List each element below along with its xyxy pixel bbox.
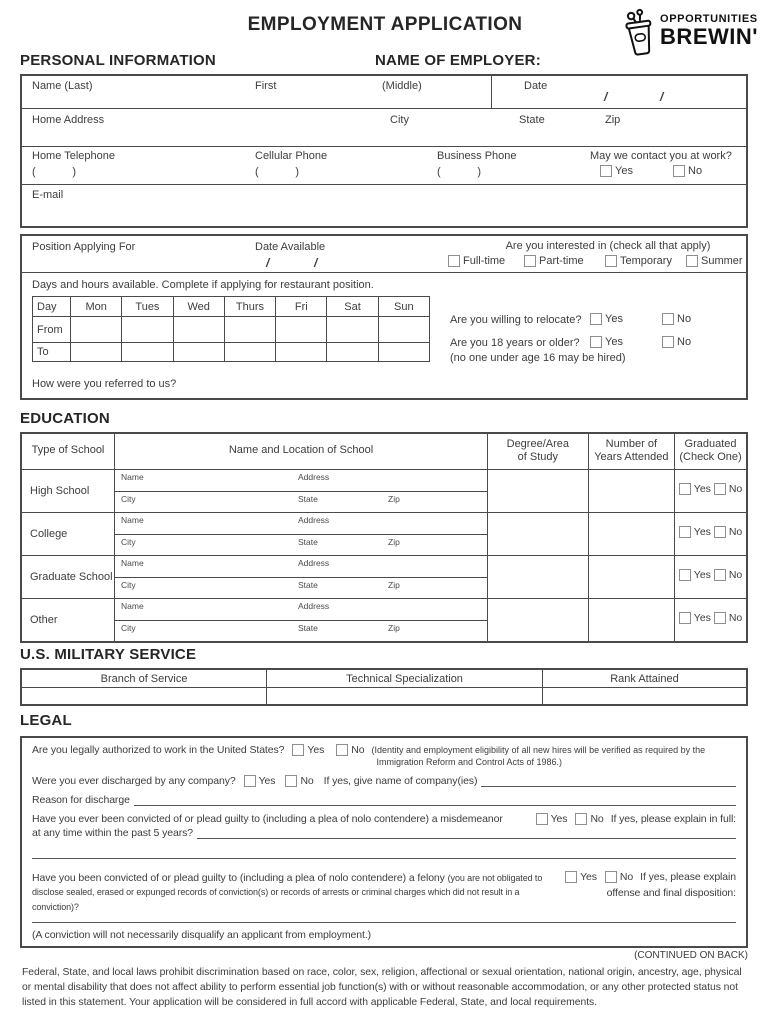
years-cell[interactable] bbox=[588, 469, 674, 512]
date-cell[interactable] bbox=[492, 76, 746, 108]
email-label: E-mail bbox=[32, 189, 64, 201]
misdemeanor-question-line2: at any time within the past 5 years? bbox=[32, 827, 193, 840]
no-label: No bbox=[677, 336, 692, 348]
name-location-header: Name and Location of School bbox=[115, 433, 488, 469]
authorized-question-row: Are you legally authorized to work in the United States? Yes No (Identity and employment eligibility of all new hires will be verified as required by the Immigration Reform and Control Acts of 1986.) bbox=[32, 744, 706, 768]
date-slash: / bbox=[604, 90, 608, 104]
to-cell[interactable] bbox=[71, 343, 122, 362]
degree-cell[interactable] bbox=[488, 469, 589, 512]
yes-label: Yes bbox=[615, 165, 633, 177]
date-slash: / bbox=[660, 90, 664, 104]
name-address-subrow[interactable] bbox=[115, 599, 487, 621]
name-address-subrow[interactable] bbox=[115, 470, 487, 492]
reason-discharge-write-line[interactable] bbox=[134, 794, 736, 806]
address-sublabel: Address bbox=[298, 600, 330, 611]
military-entry-row bbox=[21, 688, 747, 706]
yes-label: Yes bbox=[605, 313, 623, 325]
first-name-label: First bbox=[255, 80, 277, 92]
brand-logo bbox=[622, 8, 758, 61]
fri-header: Fri bbox=[276, 297, 327, 317]
city-sublabel: City bbox=[121, 493, 136, 504]
reason-discharge-row bbox=[32, 794, 736, 806]
discharged-if-yes-label: If yes, give name of company(ies) bbox=[323, 775, 478, 788]
city-state-zip-subrow[interactable] bbox=[115, 492, 487, 512]
full-time-checkbox[interactable] bbox=[448, 255, 460, 267]
company-names-write-line[interactable] bbox=[481, 775, 736, 787]
technical-specialization-cell[interactable] bbox=[267, 688, 543, 706]
wed-header: Wed bbox=[173, 297, 224, 317]
city-state-zip-subrow[interactable] bbox=[115, 621, 487, 641]
from-row bbox=[33, 317, 430, 343]
thurs-header: Thurs bbox=[224, 297, 275, 317]
felony-if-yes-line1: If yes, please explain bbox=[640, 871, 736, 884]
technical-specialization-header: Technical Specialization bbox=[267, 669, 543, 688]
zip-label: Zip bbox=[605, 114, 621, 126]
name-fields-cell[interactable] bbox=[22, 76, 492, 108]
from-cell[interactable] bbox=[71, 317, 122, 343]
graduated-yes-checkbox[interactable] bbox=[679, 612, 691, 624]
middle-name-label: (Middle) bbox=[382, 80, 422, 92]
branch-of-service-header: Branch of Service bbox=[21, 669, 267, 688]
years-cell[interactable] bbox=[588, 512, 674, 555]
city-sublabel: City bbox=[121, 536, 136, 547]
interested-in-label: Are you interested in (check all that apply) bbox=[505, 240, 711, 252]
contact-at-work-label: May we contact you at work? bbox=[590, 150, 732, 162]
availability-area bbox=[22, 273, 746, 398]
logo-text-top: OPPORTUNITIES bbox=[660, 13, 758, 25]
part-time-checkbox[interactable] bbox=[524, 255, 536, 267]
felony-question: Have you been convicted of or plead guilty to (including a plea of nolo contendere) a felony (you are not obligated to disclose sealed, erased or expunged records of conviction(s) or records of arrests or criminal charges which did not result in a conviction)? bbox=[32, 872, 543, 912]
years-cell[interactable] bbox=[588, 555, 674, 598]
education-row-college bbox=[21, 512, 747, 555]
school-location-cell[interactable] bbox=[115, 512, 488, 555]
military-header-row bbox=[21, 669, 747, 688]
graduated-yes-checkbox[interactable] bbox=[679, 569, 691, 581]
felony-question-block bbox=[32, 871, 736, 914]
date-available-slash: / bbox=[266, 256, 270, 270]
school-type-label: College bbox=[21, 512, 115, 555]
full-time-label: Full-time bbox=[463, 255, 506, 267]
zip-sublabel: Zip bbox=[388, 536, 400, 547]
city-label: City bbox=[390, 114, 409, 126]
school-location-cell[interactable] bbox=[115, 555, 488, 598]
to-cell[interactable] bbox=[173, 343, 224, 362]
degree-cell[interactable] bbox=[488, 512, 589, 555]
name-last-label: Name (Last) bbox=[32, 80, 93, 92]
referred-label: How were you referred to us? bbox=[32, 378, 177, 390]
contact-at-work-yes-checkbox[interactable] bbox=[600, 165, 612, 177]
degree-cell[interactable] bbox=[488, 598, 589, 642]
authorized-question: Are you legally authorized to work in the United States? bbox=[32, 744, 285, 756]
years-cell[interactable] bbox=[588, 598, 674, 642]
from-cell[interactable] bbox=[122, 317, 173, 343]
name-date-row[interactable] bbox=[22, 76, 746, 109]
misdemeanor-explain-line-2[interactable] bbox=[32, 858, 736, 859]
personal-information-box bbox=[20, 74, 748, 228]
discharged-question-row: Were you ever discharged by any company? Yes No If yes, give name of company(ies) bbox=[32, 775, 736, 787]
felony-no-checkbox[interactable] bbox=[605, 871, 617, 883]
to-cell[interactable] bbox=[276, 343, 327, 362]
name-sublabel: Name bbox=[121, 557, 144, 568]
business-phone-label: Business Phone bbox=[437, 150, 517, 162]
date-label: Date bbox=[524, 80, 548, 92]
graduated-yes-checkbox[interactable] bbox=[679, 483, 691, 495]
name-sublabel: Name bbox=[121, 471, 144, 482]
state-sublabel: State bbox=[298, 536, 318, 547]
cellular-phone-parens: ( ) bbox=[255, 166, 299, 178]
business-phone-parens: ( ) bbox=[437, 166, 481, 178]
zip-sublabel: Zip bbox=[388, 493, 400, 504]
discharged-question: Were you ever discharged by any company? bbox=[32, 775, 236, 788]
contact-at-work-no-checkbox[interactable] bbox=[673, 165, 685, 177]
years-attended-header: Number of Years Attended bbox=[588, 433, 674, 469]
misdemeanor-yes-checkbox[interactable] bbox=[536, 813, 548, 825]
from-label: From bbox=[33, 317, 71, 343]
discharged-yes-checkbox[interactable] bbox=[244, 775, 256, 787]
to-cell[interactable] bbox=[122, 343, 173, 362]
city-state-zip-subrow[interactable] bbox=[115, 535, 487, 555]
name-of-employer-heading: NAME OF EMPLOYER: bbox=[375, 52, 541, 69]
name-sublabel: Name bbox=[121, 600, 144, 611]
education-row-other bbox=[21, 598, 747, 642]
disclaimer-paragraph: Federal, State, and local laws prohibit discrimination based on race, color, sex, religion, affectional or sexual orientation, national origin, ancestry, age, physical or mental disability that does not affect ability to perform essential job function(s) with or without reasonable accommodation, or any other protected status not listed in this statement. Your application will be considered in full accord with applicable Federal, State, and local requirements. bbox=[22, 967, 742, 1008]
state-sublabel: State bbox=[298, 622, 318, 633]
city-sublabel: City bbox=[121, 579, 136, 590]
authorized-note: (Identity and employment eligibility of all new hires will be verified as required by the Immigration Reform and Control Acts of 1986.) bbox=[371, 745, 706, 768]
position-row[interactable] bbox=[22, 236, 746, 273]
reason-discharge-label: Reason for discharge bbox=[32, 794, 130, 807]
education-heading: EDUCATION bbox=[20, 410, 110, 427]
school-location-cell[interactable] bbox=[115, 598, 488, 642]
tues-header: Tues bbox=[122, 297, 173, 317]
age-no-checkbox[interactable] bbox=[662, 336, 674, 348]
sat-header: Sat bbox=[327, 297, 378, 317]
felony-answer-area: Yes No If yes, please explain offense and final disposition: bbox=[558, 871, 736, 899]
graduated-header: Graduated (Check One) bbox=[675, 433, 747, 469]
state-sublabel: State bbox=[298, 493, 318, 504]
to-label: To bbox=[33, 343, 71, 362]
graduated-no-checkbox[interactable] bbox=[714, 612, 726, 624]
mon-header: Mon bbox=[71, 297, 122, 317]
home-telephone-label: Home Telephone bbox=[32, 150, 115, 162]
education-row-high-school bbox=[21, 469, 747, 512]
temporary-checkbox[interactable] bbox=[605, 255, 617, 267]
continued-on-back-label: (CONTINUED ON BACK) bbox=[634, 950, 748, 961]
graduated-cell: Yes No bbox=[675, 555, 747, 598]
summer-checkbox[interactable] bbox=[686, 255, 698, 267]
to-cell[interactable] bbox=[378, 343, 429, 362]
graduated-cell: Yes No bbox=[675, 598, 747, 642]
authorized-yes-checkbox[interactable] bbox=[292, 744, 304, 756]
date-available-label: Date Available bbox=[255, 241, 326, 253]
degree-cell[interactable] bbox=[488, 555, 589, 598]
military-table bbox=[20, 668, 748, 706]
education-table bbox=[20, 432, 748, 643]
name-address-subrow[interactable] bbox=[115, 556, 487, 578]
felony-if-yes-line2: offense and final disposition: bbox=[606, 887, 736, 900]
home-address-label: Home Address bbox=[32, 114, 105, 126]
school-type-label: Other bbox=[21, 598, 115, 642]
personal-information-heading: PERSONAL INFORMATION bbox=[20, 52, 216, 69]
no-label: No bbox=[677, 313, 692, 325]
misdemeanor-no-checkbox[interactable] bbox=[575, 813, 587, 825]
education-row-graduate-school bbox=[21, 555, 747, 598]
school-location-cell[interactable] bbox=[115, 469, 488, 512]
graduated-no-checkbox[interactable] bbox=[714, 483, 726, 495]
felony-explain-write-line[interactable] bbox=[32, 922, 736, 923]
summer-label: Summer bbox=[701, 255, 743, 267]
name-sublabel: Name bbox=[121, 514, 144, 525]
zip-sublabel: Zip bbox=[388, 579, 400, 590]
days-note-label: Days and hours available. Complete if applying for restaurant position. bbox=[32, 279, 374, 291]
name-address-subrow[interactable] bbox=[115, 513, 487, 535]
sun-header: Sun bbox=[378, 297, 429, 317]
legal-heading: LEGAL bbox=[20, 712, 72, 729]
date-available-slash: / bbox=[314, 256, 318, 270]
from-cell[interactable] bbox=[224, 317, 275, 343]
age-yes-checkbox[interactable] bbox=[590, 336, 602, 348]
school-type-label: High School bbox=[21, 469, 115, 512]
page-title: EMPLOYMENT APPLICATION bbox=[247, 14, 523, 35]
to-cell[interactable] bbox=[327, 343, 378, 362]
graduated-cell: Yes No bbox=[675, 512, 747, 555]
email-row[interactable] bbox=[22, 185, 746, 226]
misdemeanor-question-line1: Have you ever been convicted of or plead guilty to (including a plea of nolo contendere) a misdemeanor bbox=[32, 813, 503, 826]
graduated-yes-checkbox[interactable] bbox=[679, 526, 691, 538]
phones-row[interactable] bbox=[22, 147, 746, 185]
temporary-label: Temporary bbox=[620, 255, 672, 267]
address-sublabel: Address bbox=[298, 471, 330, 482]
rank-attained-header: Rank Attained bbox=[542, 669, 747, 688]
yes-label: Yes bbox=[605, 336, 623, 348]
coffee-cup-icon bbox=[622, 8, 658, 61]
city-sublabel: City bbox=[121, 622, 136, 633]
from-cell[interactable] bbox=[327, 317, 378, 343]
relocate-label: Are you willing to relocate? bbox=[450, 314, 582, 326]
military-heading: U.S. MILITARY SERVICE bbox=[20, 646, 197, 663]
authorized-no-checkbox[interactable] bbox=[336, 744, 348, 756]
from-cell[interactable] bbox=[378, 317, 429, 343]
graduated-cell: Yes No bbox=[675, 469, 747, 512]
cellular-phone-label: Cellular Phone bbox=[255, 150, 328, 162]
felony-yes-checkbox[interactable] bbox=[565, 871, 577, 883]
type-of-school-header: Type of School bbox=[21, 433, 115, 469]
from-cell[interactable] bbox=[173, 317, 224, 343]
home-telephone-parens: ( ) bbox=[32, 166, 76, 178]
to-cell[interactable] bbox=[224, 343, 275, 362]
legal-box bbox=[20, 736, 748, 948]
rank-attained-cell[interactable] bbox=[542, 688, 747, 706]
no-label: No bbox=[688, 165, 703, 177]
address-sublabel: Address bbox=[298, 557, 330, 568]
misdemeanor-question-block: Have you ever been convicted of or plead guilty to (including a plea of nolo contendere) a misdemeanor Yes No If yes, please explain in full: at any time within the past 5 years? bbox=[32, 813, 736, 859]
from-cell[interactable] bbox=[276, 317, 327, 343]
logo-text-bottom: BREWIN' bbox=[660, 24, 758, 49]
graduated-no-checkbox[interactable] bbox=[714, 526, 726, 538]
zip-sublabel: Zip bbox=[388, 622, 400, 633]
misdemeanor-if-yes-label: If yes, please explain in full: bbox=[610, 813, 736, 826]
address-sublabel: Address bbox=[298, 514, 330, 525]
misdemeanor-explain-line-1[interactable] bbox=[197, 827, 736, 839]
age-question-label: Are you 18 years or older? bbox=[450, 337, 580, 349]
relocate-no-checkbox[interactable] bbox=[662, 313, 674, 325]
to-row bbox=[33, 343, 430, 362]
age-note-label: (no one under age 16 may be hired) bbox=[450, 352, 626, 364]
days-hours-table bbox=[32, 296, 430, 362]
branch-of-service-cell[interactable] bbox=[21, 688, 267, 706]
day-header: Day bbox=[33, 297, 71, 317]
degree-header: Degree/Area of Study bbox=[488, 433, 589, 469]
relocate-yes-checkbox[interactable] bbox=[590, 313, 602, 325]
education-header-row bbox=[21, 433, 747, 469]
school-type-label: Graduate School bbox=[21, 555, 115, 598]
position-box bbox=[20, 234, 748, 400]
discharged-no-checkbox[interactable] bbox=[285, 775, 297, 787]
city-state-zip-subrow[interactable] bbox=[115, 578, 487, 598]
conviction-note: (A conviction will not necessarily disqualify an applicant from employment.) bbox=[32, 928, 372, 941]
address-row[interactable] bbox=[22, 109, 746, 147]
state-label: State bbox=[519, 114, 545, 126]
state-sublabel: State bbox=[298, 579, 318, 590]
days-header-row bbox=[33, 297, 430, 317]
graduated-no-checkbox[interactable] bbox=[714, 569, 726, 581]
position-applying-label: Position Applying For bbox=[32, 241, 136, 253]
part-time-label: Part-time bbox=[539, 255, 584, 267]
